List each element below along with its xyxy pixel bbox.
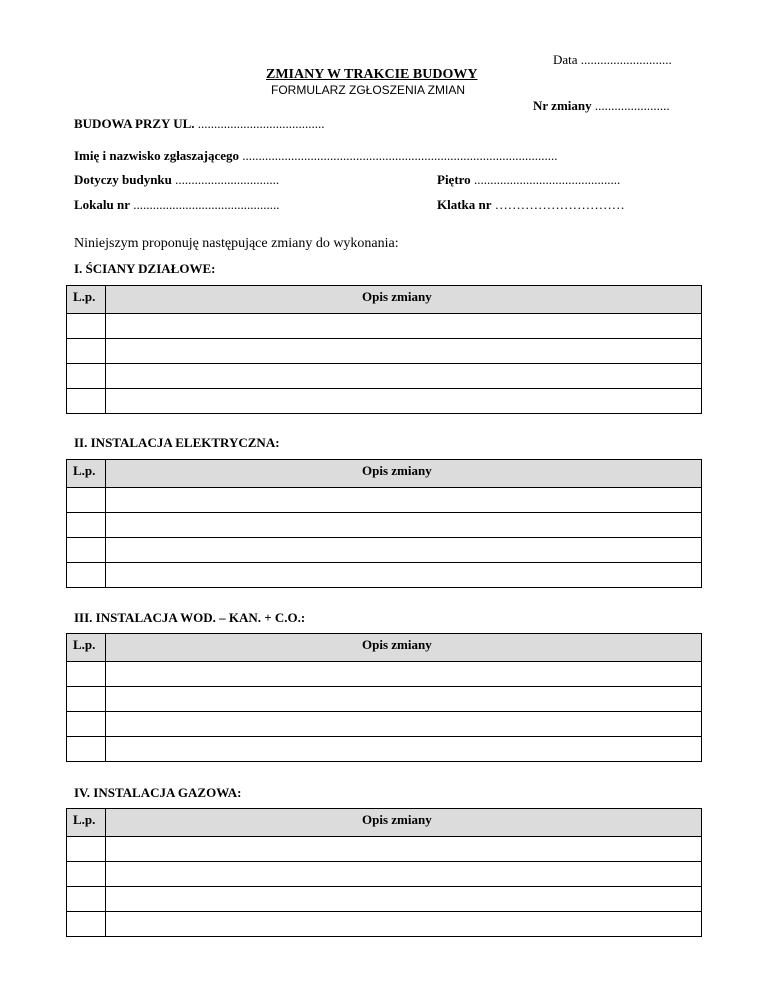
table-row (67, 389, 702, 414)
lp-header: L.p. (67, 460, 106, 488)
date-field[interactable]: Data ............................ (553, 52, 672, 67)
lp-cell[interactable] (67, 912, 106, 937)
description-cell[interactable] (106, 862, 702, 887)
lp-cell[interactable] (67, 389, 106, 414)
description-cell[interactable] (106, 912, 702, 937)
description-cell[interactable] (106, 389, 702, 414)
table-row (67, 364, 702, 389)
apartment-dots: ............................................. (133, 197, 280, 212)
table-row (67, 563, 702, 588)
lp-cell[interactable] (67, 862, 106, 887)
lp-cell[interactable] (67, 687, 106, 712)
changes-table-gas (66, 808, 702, 937)
reporter-name-dots: ................................................................................................. (242, 148, 558, 163)
lp-header: L.p. (67, 634, 106, 662)
apartment-field[interactable] (74, 197, 280, 213)
table-row (67, 887, 702, 912)
lp-cell[interactable] (67, 563, 106, 588)
changes-table-walls (66, 285, 702, 414)
section-title: IV. INSTALACJA GAZOWA: (74, 785, 242, 800)
description-cell[interactable] (106, 687, 702, 712)
lp-cell[interactable] (67, 837, 106, 862)
description-cell[interactable] (106, 712, 702, 737)
change-number-field[interactable] (533, 98, 670, 114)
building-field[interactable] (74, 172, 279, 188)
floor-dots: ............................................. (473, 172, 621, 187)
description-cell[interactable] (106, 314, 702, 339)
reporter-name-label: Imię i nazwisko zgłaszającego (74, 148, 240, 163)
building-dots: ................................ (175, 172, 280, 187)
lp-cell[interactable] (67, 712, 106, 737)
floor-label: Piętro (437, 172, 471, 187)
staircase-field[interactable] (437, 197, 625, 213)
table-row (67, 712, 702, 737)
apartment-label: Lokalu nr (74, 197, 130, 212)
changes-table-electrical (66, 459, 702, 588)
table-header-row (67, 460, 702, 488)
description-cell[interactable] (106, 339, 702, 364)
form-subtitle: FORMULARZ ZGŁOSZENIA ZMIAN (271, 83, 466, 97)
table-row (67, 513, 702, 538)
table-row (67, 314, 702, 339)
description-header: Opis zmiany (106, 460, 702, 488)
table-header-row (67, 634, 702, 662)
description-cell[interactable] (106, 538, 702, 563)
building-label: Dotyczy budynku (74, 172, 172, 187)
lp-cell[interactable] (67, 737, 106, 762)
description-cell[interactable] (106, 488, 702, 513)
table-header-row (67, 809, 702, 837)
staircase-label: Klatka nr (437, 197, 492, 212)
table-row (67, 662, 702, 687)
description-header: Opis zmiany (106, 809, 702, 837)
lp-header: L.p. (67, 286, 106, 314)
lp-cell[interactable] (67, 538, 106, 563)
section-title: III. INSTALACJA WOD. – KAN. + C.O.: (74, 610, 306, 625)
reporter-name-field[interactable] (74, 148, 558, 164)
section-title: II. INSTALACJA ELEKTRYCZNA: (74, 435, 280, 450)
street-label: BUDOWA PRZY UL. (74, 116, 195, 131)
table-row (67, 488, 702, 513)
street-dots: ....................................... (197, 116, 325, 131)
lp-header: L.p. (67, 809, 106, 837)
table-row (67, 837, 702, 862)
section-title: I. ŚCIANY DZIAŁOWE: (74, 261, 216, 276)
description-cell[interactable] (106, 662, 702, 687)
table-row (67, 862, 702, 887)
lp-cell[interactable] (67, 314, 106, 339)
description-cell[interactable] (106, 737, 702, 762)
lp-cell[interactable] (67, 364, 106, 389)
description-cell[interactable] (106, 513, 702, 538)
lp-cell[interactable] (67, 887, 106, 912)
table-row (67, 339, 702, 364)
description-header: Opis zmiany (106, 286, 702, 314)
table-row (67, 912, 702, 937)
table-row (67, 538, 702, 563)
lp-cell[interactable] (67, 488, 106, 513)
lp-cell[interactable] (67, 662, 106, 687)
table-row (67, 687, 702, 712)
intro-text: Niniejszym proponuję następujące zmiany do wykonania: (74, 236, 399, 251)
description-cell[interactable] (106, 887, 702, 912)
description-cell[interactable] (106, 837, 702, 862)
street-field[interactable] (74, 116, 325, 132)
staircase-dots: ………………………… (494, 197, 625, 212)
lp-cell[interactable] (67, 513, 106, 538)
description-cell[interactable] (106, 364, 702, 389)
table-row (67, 737, 702, 762)
table-header-row (67, 286, 702, 314)
description-cell[interactable] (106, 563, 702, 588)
change-number-label: Nr zmiany (533, 98, 592, 113)
lp-cell[interactable] (67, 339, 106, 364)
changes-table-plumbing (66, 633, 702, 762)
description-header: Opis zmiany (106, 634, 702, 662)
floor-field[interactable] (437, 172, 620, 188)
change-number-dots: ....................... (594, 98, 670, 113)
form-title: ZMIANY W TRAKCIE BUDOWY (266, 67, 478, 82)
